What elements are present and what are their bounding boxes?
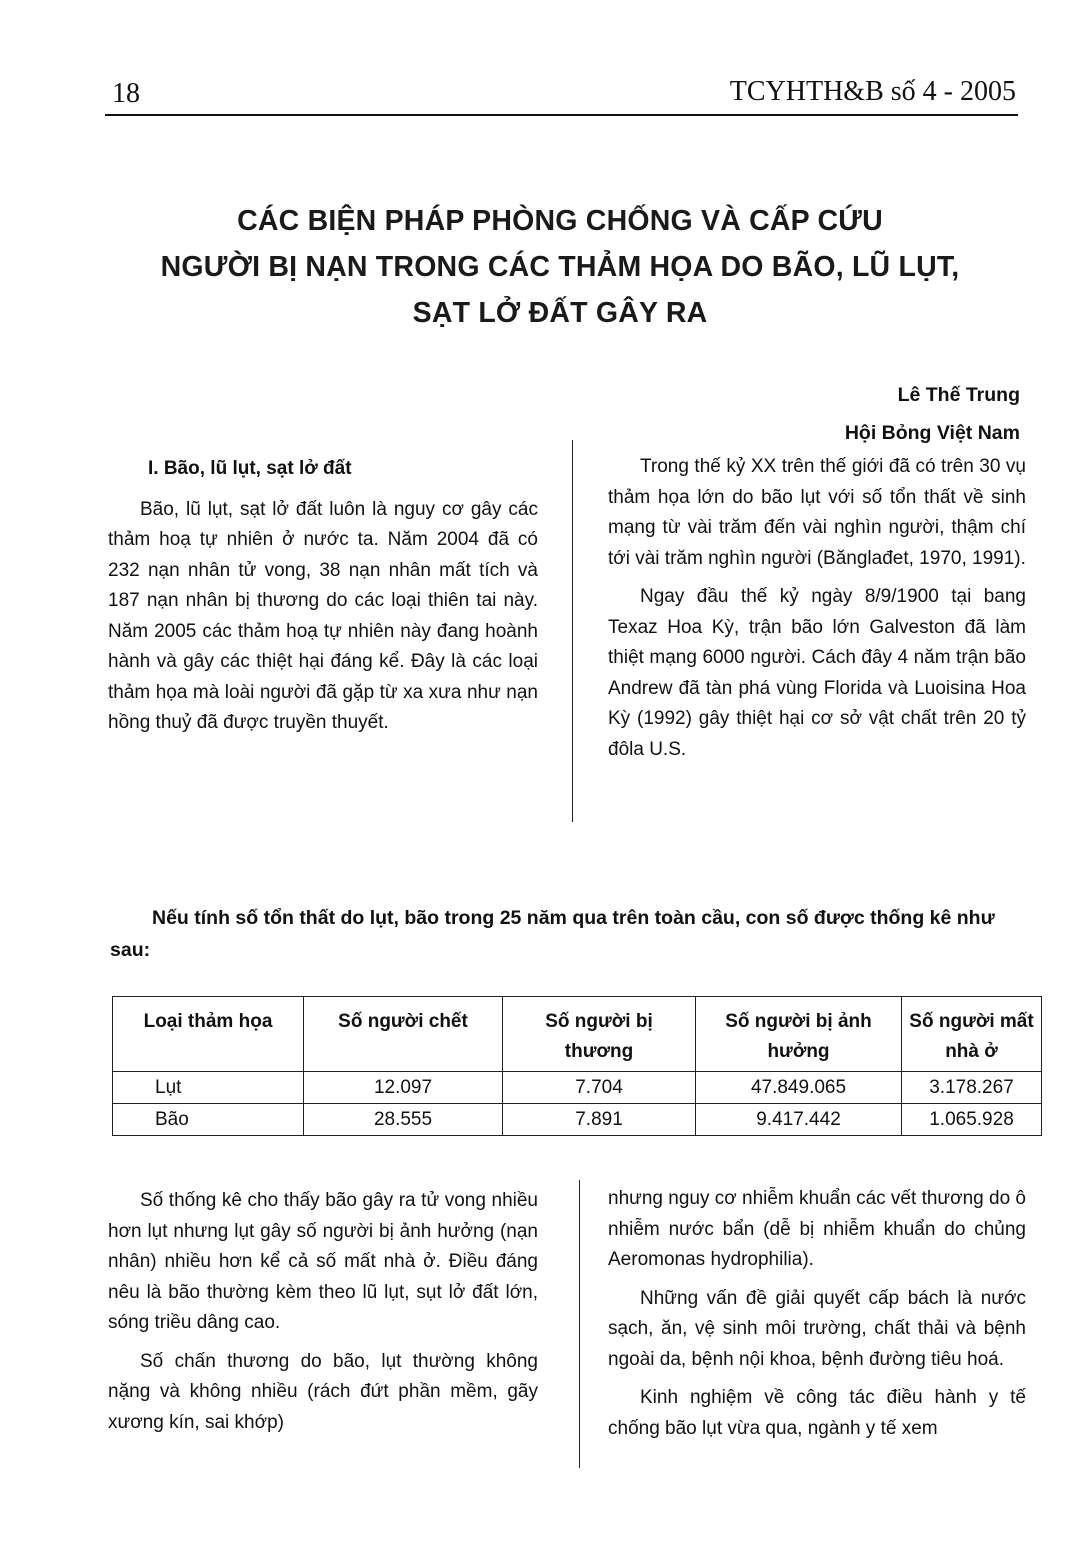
cell-affected: 9.417.442	[696, 1104, 902, 1136]
title-line-3: SẠT LỞ ĐẤT GÂY RA	[412, 297, 708, 329]
col-header-deaths: Số người chết	[304, 997, 503, 1072]
col-header-disaster-type: Loại thảm họa	[113, 997, 304, 1072]
column-divider-top	[572, 440, 573, 822]
title-line-2: NGƯỜI BỊ NẠN TRONG CÁC THẢM HỌA DO BÃO, LŨ LỤT,	[160, 251, 960, 283]
author-name: Lê Thế Trung	[897, 384, 1020, 406]
paragraph-century: Trong thế kỷ XX trên thế giới đã có trên 30 vụ thảm họa lớn do bão lụt với số tổn thất về sinh mạng từ vài trăm đến vài nghìn người, thậm chí tới vài trăm nghìn người (Bănglađet, 1970, 1991).	[608, 456, 1026, 569]
column-divider-bottom	[579, 1180, 580, 1468]
page-number: 18	[112, 78, 140, 109]
table-header-row	[113, 997, 1042, 1072]
paragraph-galveston: Ngay đầu thế kỷ ngày 8/9/1900 tại bang Texaz Hoa Kỳ, trận bão lớn Galveston đã làm thiệt mạng 6000 người. Cách đây 4 năm trận bão Andrew đã tàn phá vùng Florida và Luoisina Hoa Kỳ (1992) gây thiệt hại cơ sở vật chất trên 20 tỷ đôla U.S.	[608, 586, 1026, 760]
cell-type: Lụt	[113, 1072, 304, 1104]
bottom-right-column	[608, 1184, 1026, 1452]
author-block	[845, 376, 1020, 452]
right-column-top	[608, 452, 1026, 773]
article-title	[100, 198, 1020, 336]
col-header-homeless: Số người mất nhà ở	[902, 997, 1042, 1072]
section-heading: I. Bão, lũ lụt, sạt lở đất	[148, 458, 352, 479]
cell-homeless: 1.065.928	[902, 1104, 1042, 1136]
author-affiliation: Hội Bỏng Việt Nam	[844, 422, 1020, 444]
cell-homeless: 3.178.267	[902, 1072, 1042, 1104]
bottom-left-column	[108, 1186, 538, 1446]
section-1-paragraph: Bão, lũ lụt, sạt lở đất luôn là nguy cơ gây các thảm hoạ tự nhiên ở nước ta. Năm 2004 đã có 232 nạn nhân tử vong, 38 nạn nhân mất tích và 187 nạn nhân bị thương do các loại thiên tai này. Năm 2005 các thảm hoạ tự nhiên này đang hoành hành và gây các thiệt hại đáng kể. Đây là các loại thảm họa mà loài người đã gặp từ xa xưa như nạn hồng thuỷ đã được truyền thuyết.	[108, 498, 538, 733]
title-line-1: CÁC BIỆN PHÁP PHÒNG CHỐNG VÀ CẤP CỨU	[237, 205, 883, 237]
paragraph-infection-risk: nhưng nguy cơ nhiễm khuẩn các vết thương do ô nhiễm nước bẩn (dễ bị nhiễm khuẩn do chủng Aeromonas hydrophilia).	[608, 1188, 1026, 1270]
cell-deaths: 12.097	[304, 1072, 503, 1104]
col-header-affected: Số người bị ảnh hưởng	[696, 997, 902, 1072]
cell-type: Bão	[113, 1104, 304, 1136]
paragraph-statistics-comment: Số thống kê cho thấy bão gây ra tử vong nhiều hơn lụt nhưng lụt gây số người bị ảnh hưởng (nạn nhân) nhiều hơn kể cả số mất nhà ở. Điều đáng nêu là bão thường kèm theo lũ lụt, sụt lở đất lớn, sóng triều dâng cao.	[108, 1190, 538, 1333]
table-row	[113, 1072, 1042, 1104]
cell-deaths: 28.555	[304, 1104, 503, 1136]
col-header-injured: Số người bị thương	[503, 997, 696, 1072]
cell-injured: 7.704	[503, 1072, 696, 1104]
disaster-statistics-table	[112, 996, 1042, 1136]
journal-issue: TCYHTH&B số 4 - 2005	[729, 76, 1016, 107]
table-row	[113, 1104, 1042, 1136]
header-rule	[105, 114, 1018, 116]
paragraph-urgent-issues: Những vấn đề giải quyết cấp bách là nước sạch, ăn, vệ sinh môi trường, chất thải và bệnh ngoài da, bệnh nội khoa, bệnh đường tiêu hoá.	[608, 1287, 1026, 1370]
table-intro: Nếu tính số tổn thất do lụt, bão trong 25 năm qua trên toàn cầu, con số được thống kê như sau:	[110, 907, 995, 961]
cell-affected: 47.849.065	[696, 1072, 902, 1104]
paragraph-injuries: Số chấn thương do bão, lụt thường không nặng và không nhiều (rách đứt phần mềm, gãy xương kín, sai khớp)	[108, 1350, 538, 1433]
paragraph-experience: Kinh nghiệm về công tác điều hành y tế chống bão lụt vừa qua, ngành y tế xem	[608, 1387, 1026, 1439]
section-1-column	[108, 454, 538, 747]
cell-injured: 7.891	[503, 1104, 696, 1136]
